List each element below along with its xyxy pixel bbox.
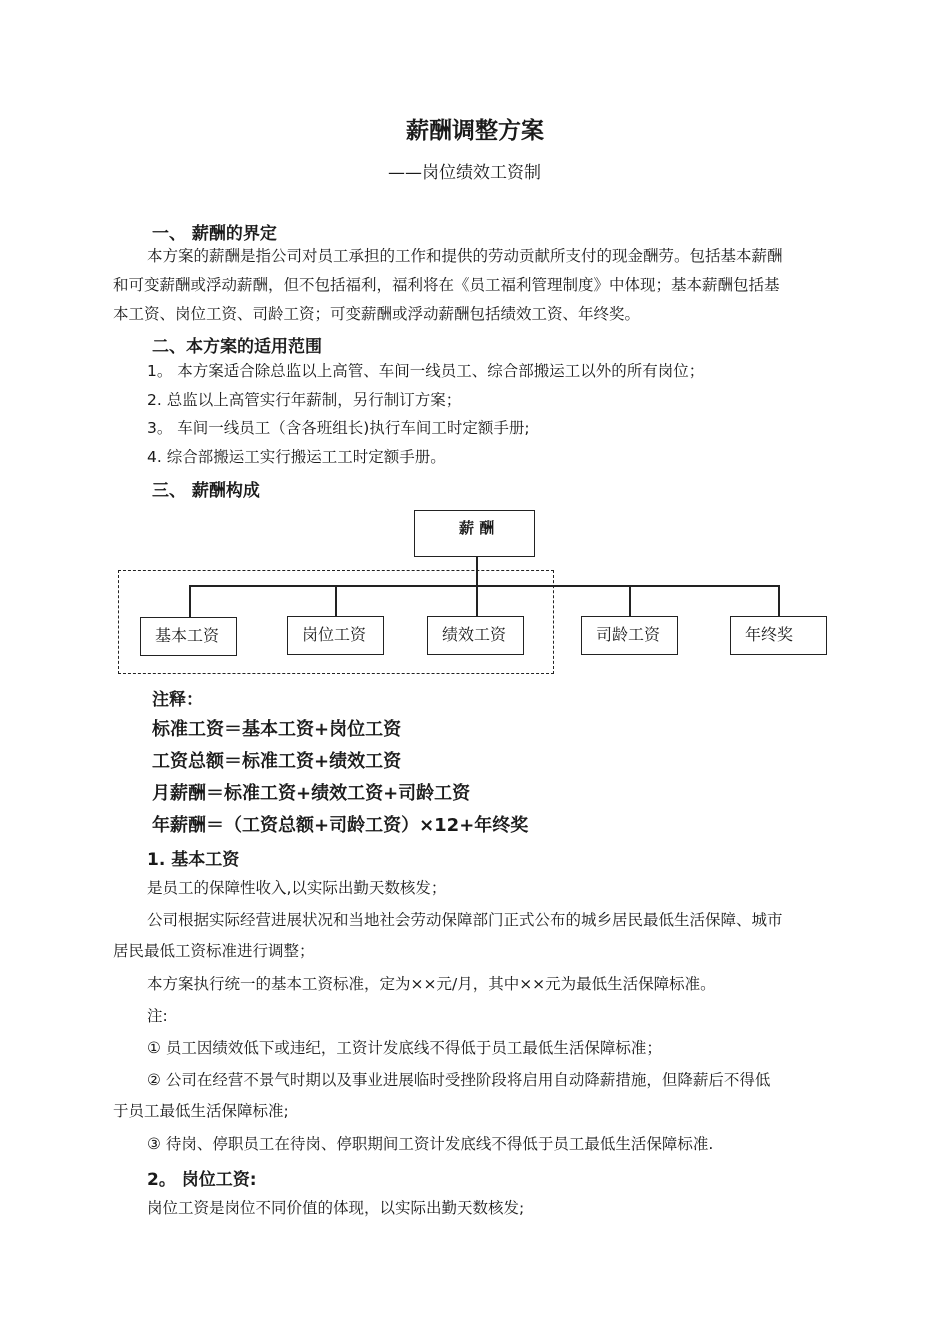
section-2-item-2: 2. 总监以上高管实行年薪制，另行制订方案； (147, 391, 462, 409)
section-2-item-3: 3。 车间一线员工（含各班组长)执行车间工时定额手册; (147, 419, 530, 437)
branch-connector (778, 585, 780, 617)
notes-label: 注释： (152, 690, 203, 710)
basic-wage-para-2-line-2: 居民最低工资标准进行调整； (113, 942, 315, 960)
branch-connector (476, 585, 478, 617)
basic-wage-para-1: 是员工的保障性收入,以实际出勤天数核发； (147, 879, 447, 897)
document-title: 薪酬调整方案 (406, 118, 544, 144)
section-2-item-4: 4. 综合部搬运工实行搬运工工时定额手册。 (147, 448, 446, 466)
section-2-heading: 二、本方案的适用范围 (152, 337, 322, 357)
branch-connector (189, 585, 191, 618)
section-1-para-line-2: 和可变薪酬或浮动薪酬，但不包括福利，福利将在《员工福利管理制度》中体现；基本薪酬包括基 (113, 276, 780, 294)
document-subtitle: ——岗位绩效工资制 (388, 163, 541, 183)
formula-monthly-pay: 月薪酬＝标准工资+绩效工资+司龄工资 (152, 783, 471, 804)
basic-wage-para-3: 本方案执行统一的基本工资标准，定为××元/月，其中××元为最低生活保障标准。 (147, 975, 716, 993)
section-1-para-line-1: 本方案的薪酬是指公司对员工承担的工作和提供的劳动贡献所支付的现金酬劳。包括基本薪酬 (147, 247, 783, 265)
diagram-node-basic-salary: 基本工资 (140, 617, 237, 656)
diagram-node-post-salary: 岗位工资 (287, 616, 384, 655)
section-3-heading: 三、 薪酬构成 (152, 481, 260, 501)
post-wage-para-1: 岗位工资是岗位不同价值的体现，以实际出勤天数核发; (147, 1199, 525, 1217)
basic-wage-note-3: ③ 待岗、停职员工在待岗、停职期间工资计发底线不得低于员工最低生活保障标准. (147, 1135, 714, 1153)
diagram-node-performance-salary: 绩效工资 (427, 616, 524, 655)
basic-wage-note-1: ① 员工因绩效低下或违纪，工资计发底线不得低于员工最低生活保障标准； (147, 1039, 662, 1057)
root-connector (476, 556, 478, 586)
formula-annual-pay: 年薪酬＝（工资总额+司龄工资）×12+年终奖 (152, 815, 529, 836)
formula-standard-wage: 标准工资＝基本工资+岗位工资 (152, 719, 402, 740)
basic-wage-note-2-line-2: 于员工最低生活保障标准; (113, 1102, 289, 1120)
section-2-item-1: 1。 本方案适合除总监以上高管、车间一线员工、综合部搬运工以外的所有岗位； (147, 362, 705, 380)
basic-wage-para-2-line-1: 公司根据实际经营进展状况和当地社会劳动保障部门正式公布的城乡居民最低生活保障、城市 (147, 911, 783, 929)
diagram-node-seniority-salary: 司龄工资 (581, 616, 678, 655)
branch-connector (335, 585, 337, 617)
section-1-heading: 一、 薪酬的界定 (152, 224, 277, 244)
formula-total-wage: 工资总额＝标准工资+绩效工资 (152, 751, 402, 772)
post-wage-heading: 2。 岗位工资: (147, 1170, 257, 1190)
basic-wage-note-label: 注: (147, 1007, 168, 1025)
diagram-node-year-end-bonus: 年终奖 (730, 616, 827, 655)
diagram-root-salary: 薪 酬 (414, 510, 535, 557)
branch-line (189, 585, 779, 587)
basic-wage-heading: 1. 基本工资 (147, 850, 240, 870)
section-1-para-line-3: 本工资、岗位工资、司龄工资；可变薪酬或浮动薪酬包括绩效工资、年终奖。 (113, 305, 641, 323)
basic-wage-note-2-line-1: ② 公司在经营不景气时期以及事业进展临时受挫阶段将启用自动降薪措施，但降薪后不得低 (147, 1071, 771, 1089)
branch-connector (629, 585, 631, 617)
